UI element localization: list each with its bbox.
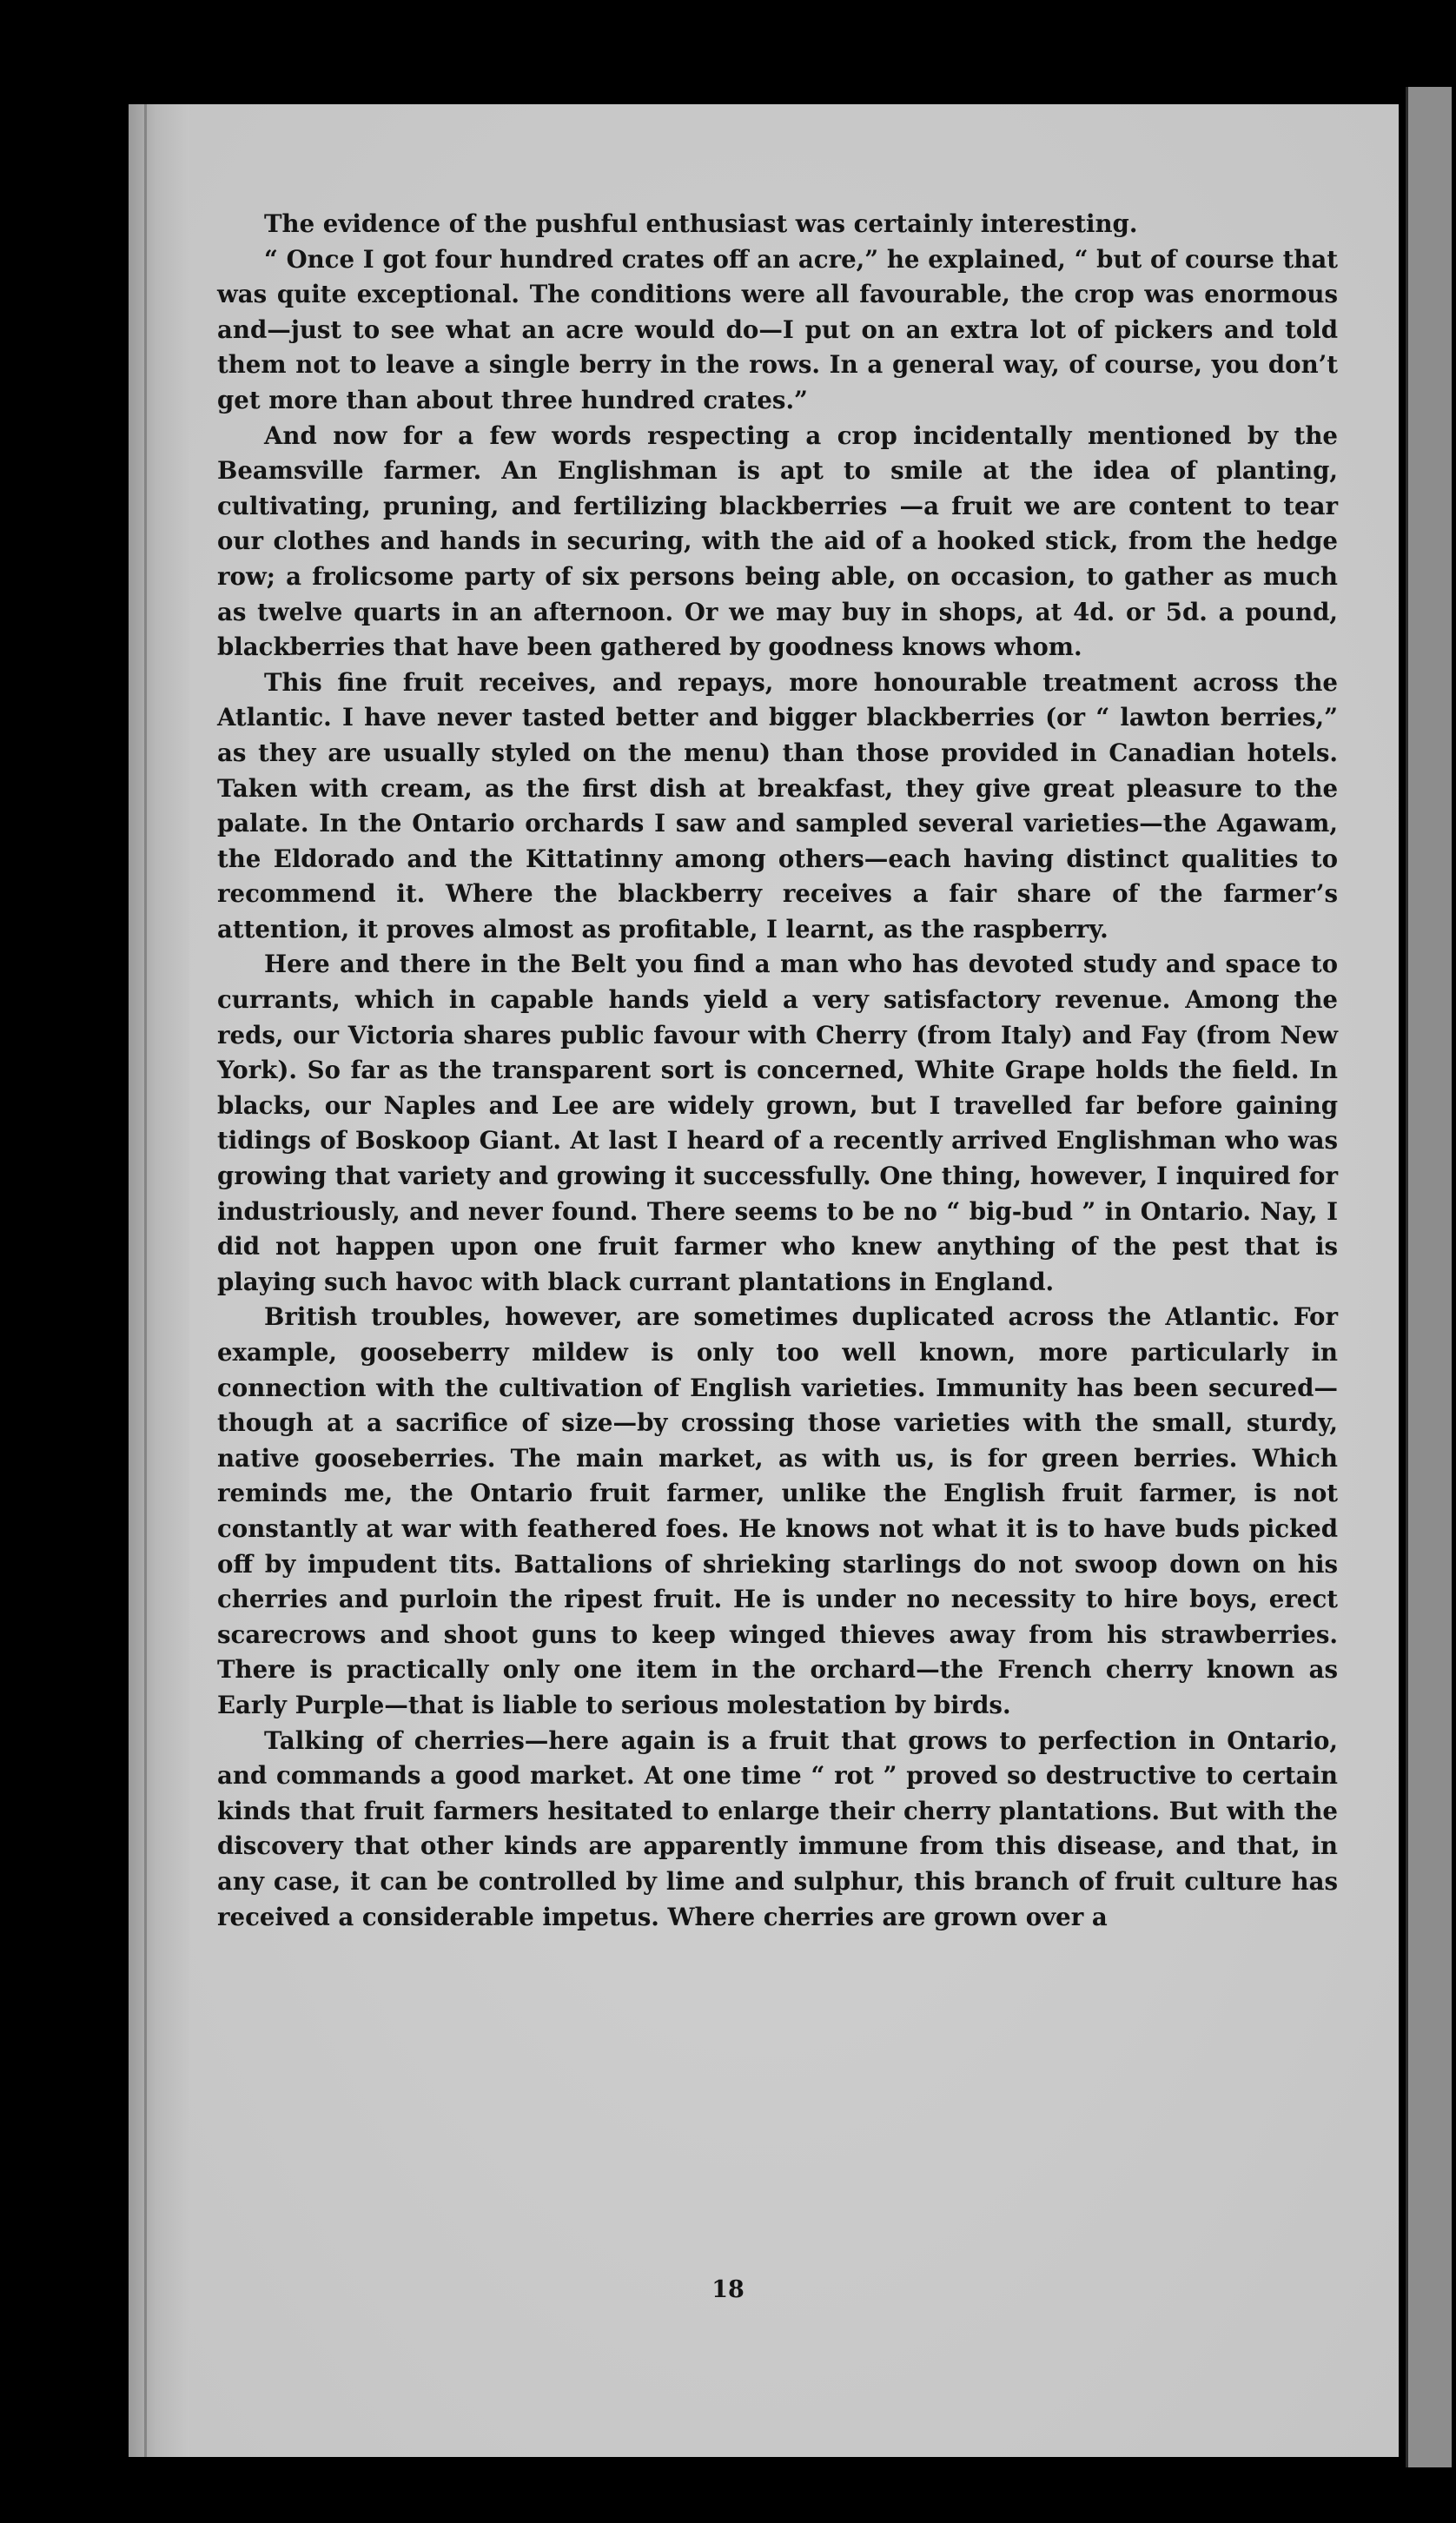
adjacent-page-edge [1406, 87, 1452, 2467]
paragraph: Talking of cherries—here again is a fruit that grows to perfection in Ontario, and commands a good market. At one time “ rot ” proved so destructive to certain kinds that fruit farmers hesitated to enlarge their cherry plantations. But with the discovery that other kinds are apparently immune from this disease, and that, in any case, it can be controlled by lime and sulphur, this branch of fruit culture has received a considerable impetus. Where cherries are grown over a [217, 1725, 1338, 1931]
page-binding-shadow [129, 104, 189, 2457]
paragraph: This fine fruit receives, and repays, more honourable treatment across the Atlantic. I have never tasted better and bigger blackberries (or “ lawton berries,” as they are usually styled on the menu) than those provided in Canadian hotels. Taken with cream, as the first dish at breakfast, they give great pleasure to the palate. In the Ontario orchards I saw and sampled several varieties—the Agawam, the Eldorado and the Kittatinny among others—each having distinct qualities to recommend it. Where the blackberry receives a fair share of the farmer’s attention, it proves almost as profitable, I learnt, as the raspberry. [217, 667, 1338, 944]
body-text [217, 207, 1338, 1935]
paragraph: And now for a few words respecting a crop incidentally mentioned by the Beamsville farmer. An Englishman is apt to smile at the idea of planting, cultivating, pruning, and fertilizing blackberries —a fruit we are content to tear our clothes and hands in securing, with the aid of a hooked stick, from the hedge row; a frolicsome party of six persons being able, on occasion, to gather as much as twelve quarts in an afternoon. Or we may buy in shops, at 4d. or 5d. a pound, blackberries that have been gathered by goodness knows whom. [217, 420, 1338, 662]
paragraph: “ Once I got four hundred crates off an acre,” he explained, “ but of course that was quite exceptional. The conditions were all favourable, the crop was enormous and—just to see what an acre would do—I put on an extra lot of pickers and told them not to leave a single berry in the rows. In a general way, of course, you don’t get more than about three hundred crates.” [217, 244, 1338, 414]
paragraph: The evidence of the pushful enthusiast was certainly interesting. [264, 209, 1138, 238]
page-number: 18 [711, 2276, 745, 2303]
paragraph: Here and there in the Belt you find a man who has devoted study and space to currants, which in capable hands yield a very satisfactory revenue. Among the reds, our Victoria shares public favour with Cherry (from Italy) and Fay (from New York). So far as the transparent sort is concerned, White Grape holds the field. In blacks, our Naples and Lee are widely grown, but I travelled far before gaining tidings of Boskoop Giant. At last I heard of a recently arrived Englishman who was growing that variety and growing it successfully. One thing, however, I inquired for industriously, and never found. There seems to be no “ big-bud ” in Ontario. Nay, I did not happen upon one fruit farmer who knew anything of the pest that is playing such havoc with black currant plantations in England. [217, 950, 1338, 1296]
paragraph: British troubles, however, are sometimes duplicated across the Atlantic. For example, gooseberry mildew is only too well known, more particularly in connection with the cultivation of English varieties. Immunity has been secured—though at a sacrifice of size—by crossing those varieties with the small, sturdy, native gooseberries. The main market, as with us, is for green berries. Which reminds me, the Ontario fruit farmer, unlike the English fruit farmer, is not constantly at war with feathered foes. He knows not what it is to have buds picked off by impudent tits. Battalions of shrieking starlings do not swoop down on his cherries and purloin the ripest fruit. He is under no necessity to hire boys, erect scarecrows and shoot guns to keep winged thieves away from his strawberries. There is practically only one item in the orchard—the French cherry known as Early Purple—that is liable to serious molestation by birds. [217, 1302, 1338, 1719]
